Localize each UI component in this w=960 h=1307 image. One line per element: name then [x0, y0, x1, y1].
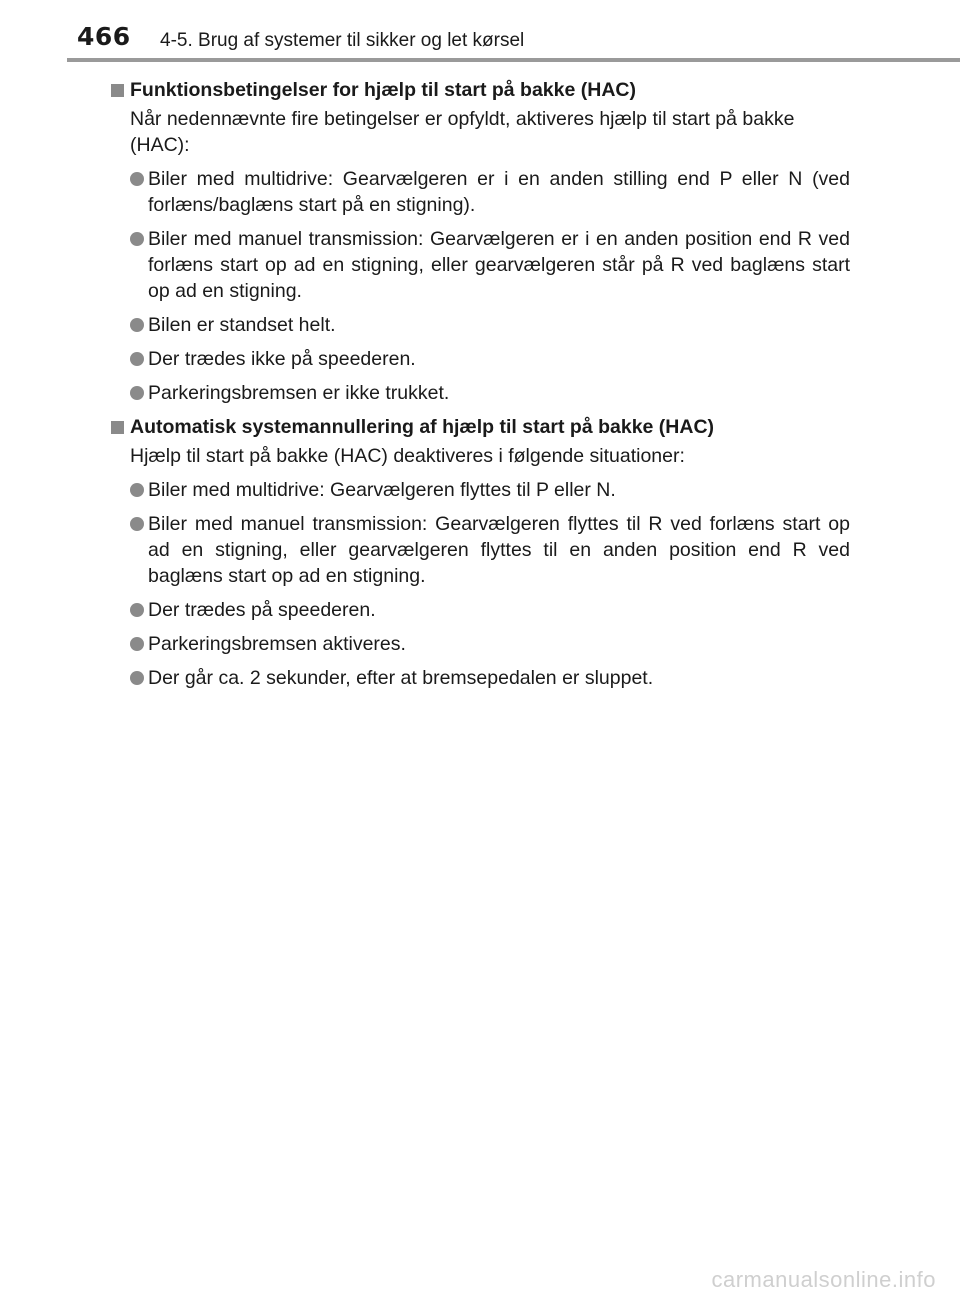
list-item [110, 346, 850, 372]
section-heading [110, 414, 850, 440]
page-number: 466 [77, 22, 131, 51]
circle-bullet-icon [130, 352, 144, 366]
list-item [110, 631, 850, 657]
list-item-text: Biler med multidrive: Gearvælgeren er i en anden stilling end P eller N (ved forlæns/baglæns start på en stigning). [148, 168, 850, 216]
list-item [110, 312, 850, 338]
section-intro: Hjælp til start på bakke (HAC) deaktiveres i følgende situationer: [130, 445, 685, 467]
list-item-text: Der trædes på speederen. [148, 599, 376, 621]
list-item-text: Parkeringsbremsen aktiveres. [148, 633, 406, 655]
circle-bullet-icon [130, 318, 144, 332]
square-bullet-icon [111, 421, 124, 434]
list-item-text: Parkeringsbremsen er ikke trukket. [148, 382, 450, 404]
list-item [110, 226, 850, 304]
list-item [110, 380, 850, 406]
circle-bullet-icon [130, 517, 144, 531]
list-item [110, 477, 850, 503]
circle-bullet-icon [130, 483, 144, 497]
square-bullet-icon [111, 84, 124, 97]
section-heading-text: Automatisk systemannullering af hjælp til start på bakke (HAC) [130, 416, 715, 438]
page-content [110, 72, 850, 691]
section-heading [110, 77, 850, 103]
circle-bullet-icon [130, 671, 144, 685]
watermark: carmanualsonline.info [711, 1267, 936, 1292]
page-header [0, 0, 960, 62]
section-intro: Når nedennævnte fire betingelser er opfyldt, aktiveres hjælp til start på bakke (HAC): [130, 108, 795, 156]
list-item [110, 511, 850, 589]
list-item-text: Der går ca. 2 sekunder, efter at bremsepedalen er sluppet. [148, 667, 654, 689]
circle-bullet-icon [130, 386, 144, 400]
list-item [110, 665, 850, 691]
list-item-text: Biler med manuel transmission: Gearvælgeren er i en anden position end R ved forlæns start op ad en stigning, eller gearvælgeren står på R ved baglæns start op ad en stigning. [148, 228, 850, 302]
circle-bullet-icon [130, 603, 144, 617]
list-item-text: Biler med multidrive: Gearvælgeren flyttes til P eller N. [148, 479, 616, 501]
section-title: 4-5. Brug af systemer til sikker og let kørsel [160, 30, 525, 51]
list-item [110, 597, 850, 623]
circle-bullet-icon [130, 637, 144, 651]
list-item-text: Bilen er standset helt. [148, 314, 336, 336]
list-item [110, 166, 850, 218]
list-item-text: Biler med manuel transmission: Gearvælgeren flyttes til R ved forlæns start op ad en stigning, eller gearvælgeren flyttes til en anden position end R ved baglæns start op ad en stigning. [148, 513, 850, 587]
section-heading-text: Funktionsbetingelser for hjælp til start på bakke (HAC) [130, 79, 636, 101]
header-rule [67, 58, 960, 62]
circle-bullet-icon [130, 172, 144, 186]
list-item-text: Der trædes ikke på speederen. [148, 348, 416, 370]
circle-bullet-icon [130, 232, 144, 246]
